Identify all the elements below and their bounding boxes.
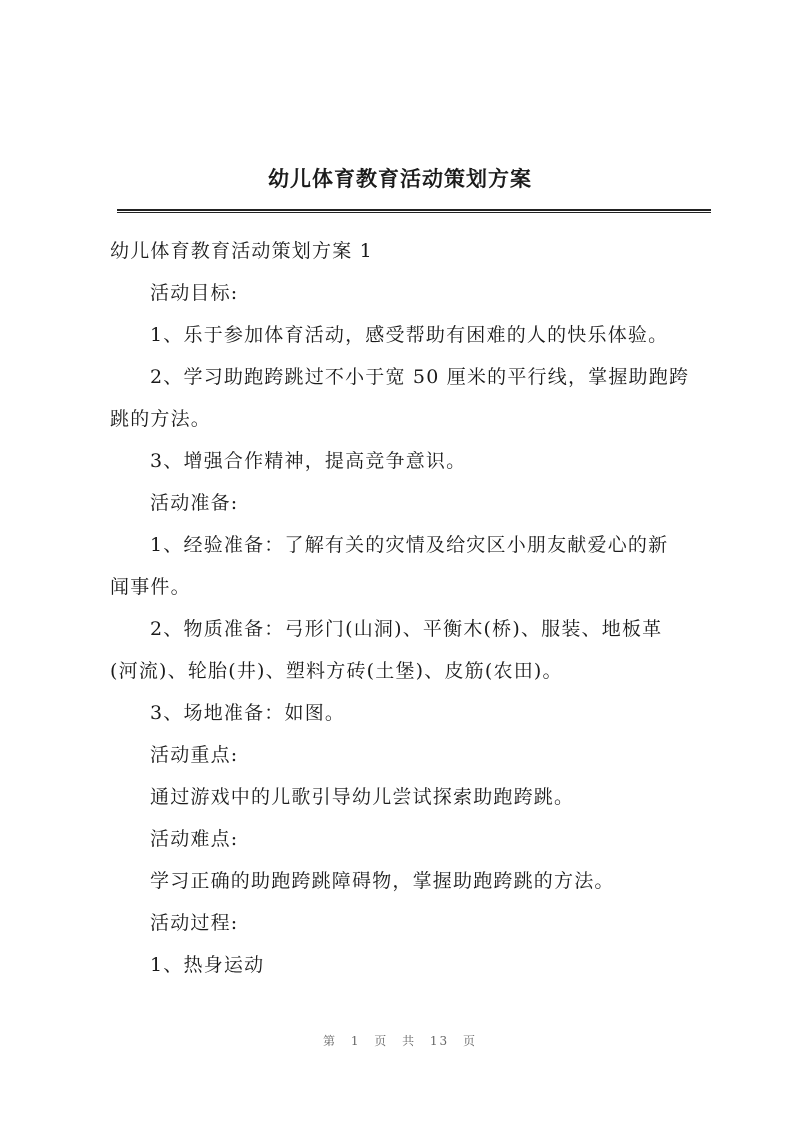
paragraph: 1、乐于参加体育活动，感受帮助有困难的人的快乐体验。 xyxy=(150,324,669,346)
document-title: 幼儿体育教育活动策划方案 xyxy=(268,166,532,191)
paragraph: 2、物质准备：弓形门(山洞)、平衡木(桥)、服装、地板革 xyxy=(150,618,663,640)
paragraph-continuation: 跳的方法。 xyxy=(110,408,212,430)
paragraph: 活动重点: xyxy=(150,744,239,766)
paragraph: 活动过程: xyxy=(150,912,239,934)
document-body xyxy=(110,233,710,989)
paragraph: 3、增强合作精神，提高竞争意识。 xyxy=(150,450,467,472)
paragraph: 学习正确的助跑跨跳障碍物，掌握助跑跨跳的方法。 xyxy=(150,870,615,892)
paragraph: 1、经验准备：了解有关的灾情及给灾区小朋友献爱心的新 xyxy=(150,534,669,556)
paragraph: 2、学习助跑跨跳过不小于宽 50 厘米的平行线，掌握助跑跨 xyxy=(150,366,690,388)
paragraph: 活动难点: xyxy=(150,828,239,850)
paragraph: 3、场地准备：如图。 xyxy=(150,702,346,724)
paragraph-continuation: 闻事件。 xyxy=(110,576,191,598)
page-footer: 第 1 页 共 13 页 xyxy=(323,1034,477,1048)
paragraph-continuation: (河流)、轮胎(井)、塑料方砖(土堡)、皮筋(农田)。 xyxy=(110,660,563,682)
title-divider xyxy=(117,209,711,213)
paragraph: 通过游戏中的儿歌引导幼儿尝试探索助跑跨跳。 xyxy=(150,786,575,808)
section-heading: 幼儿体育教育活动策划方案 1 xyxy=(110,240,373,262)
paragraph: 活动准备: xyxy=(150,492,239,514)
paragraph: 活动目标: xyxy=(150,282,239,304)
paragraph: 1、热身运动 xyxy=(150,954,265,976)
